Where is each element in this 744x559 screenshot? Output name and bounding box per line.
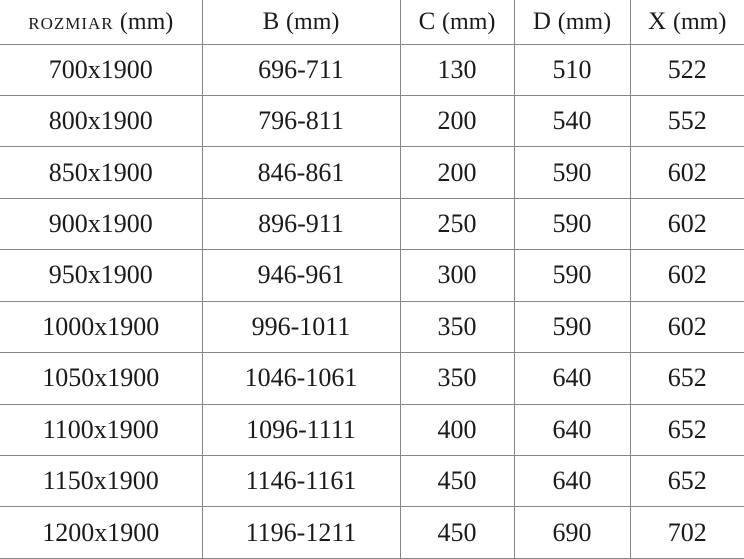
table-row (0, 404, 744, 455)
cell-b: 846-861 (202, 147, 400, 198)
cell-c: 350 (400, 353, 514, 404)
cell-d: 540 (514, 95, 630, 146)
column-header-b-label: B (262, 7, 280, 35)
cell-rozmiar: 700x1900 (0, 44, 202, 95)
column-header-b-unit: (mm) (286, 8, 340, 35)
cell-c: 300 (400, 250, 514, 301)
table-row (0, 147, 744, 198)
cell-rozmiar: 800x1900 (0, 95, 202, 146)
cell-b: 1096-1111 (202, 404, 400, 455)
cell-d: 640 (514, 353, 630, 404)
cell-rozmiar: 1150x1900 (0, 456, 202, 507)
cell-x: 652 (630, 404, 744, 455)
column-header-d (514, 0, 630, 44)
table-row (0, 250, 744, 301)
column-header-b (202, 0, 400, 44)
column-header-rozmiar-unit: (mm) (119, 8, 174, 35)
column-header-rozmiar (0, 0, 202, 44)
cell-x: 552 (630, 95, 744, 146)
cell-x: 652 (630, 456, 744, 507)
cell-rozmiar: 850x1900 (0, 147, 202, 198)
column-header-d-label: D (532, 7, 552, 35)
cell-c: 250 (400, 198, 514, 249)
cell-c: 200 (400, 147, 514, 198)
cell-d: 510 (514, 44, 630, 95)
cell-x: 602 (630, 198, 744, 249)
column-header-c (400, 0, 514, 44)
cell-b: 996-1011 (202, 301, 400, 352)
cell-d: 640 (514, 456, 630, 507)
cell-rozmiar: 1100x1900 (0, 404, 202, 455)
cell-rozmiar: 900x1900 (0, 198, 202, 249)
column-header-x-unit: (mm) (672, 8, 727, 35)
cell-c: 400 (400, 404, 514, 455)
cell-c: 130 (400, 44, 514, 95)
table-row (0, 353, 744, 404)
table-row (0, 301, 744, 352)
cell-x: 602 (630, 301, 744, 352)
cell-c: 450 (400, 456, 514, 507)
cell-d: 590 (514, 301, 630, 352)
cell-b: 1046-1061 (202, 353, 400, 404)
table-row (0, 198, 744, 249)
cell-c: 200 (400, 95, 514, 146)
cell-b: 696-711 (202, 44, 400, 95)
table-row (0, 507, 744, 559)
table-row (0, 95, 744, 146)
cell-x: 602 (630, 250, 744, 301)
cell-d: 690 (514, 507, 630, 559)
cell-rozmiar: 1000x1900 (0, 301, 202, 352)
cell-d: 590 (514, 147, 630, 198)
cell-b: 796-811 (202, 95, 400, 146)
cell-x: 652 (630, 353, 744, 404)
cell-x: 602 (630, 147, 744, 198)
cell-b: 1146-1161 (202, 456, 400, 507)
column-header-x (630, 0, 744, 44)
cell-b: 1196-1211 (202, 507, 400, 559)
column-header-c-unit: (mm) (442, 8, 496, 35)
cell-rozmiar: 1050x1900 (0, 353, 202, 404)
column-header-c-label: C (418, 7, 436, 35)
cell-rozmiar: 1200x1900 (0, 507, 202, 559)
table-row (0, 456, 744, 507)
cell-x: 522 (630, 44, 744, 95)
cell-d: 590 (514, 250, 630, 301)
table-row (0, 44, 744, 95)
cell-b: 946-961 (202, 250, 400, 301)
cell-b: 896-911 (202, 198, 400, 249)
column-header-x-label: X (648, 7, 667, 35)
column-header-d-unit: (mm) (557, 8, 612, 35)
column-header-rozmiar-label: ROZMIAR (28, 13, 114, 33)
cell-c: 450 (400, 507, 514, 559)
cell-rozmiar: 950x1900 (0, 250, 202, 301)
header-row (0, 0, 744, 44)
cell-d: 590 (514, 198, 630, 249)
cell-d: 640 (514, 404, 630, 455)
cell-c: 350 (400, 301, 514, 352)
cell-x: 702 (630, 507, 744, 559)
